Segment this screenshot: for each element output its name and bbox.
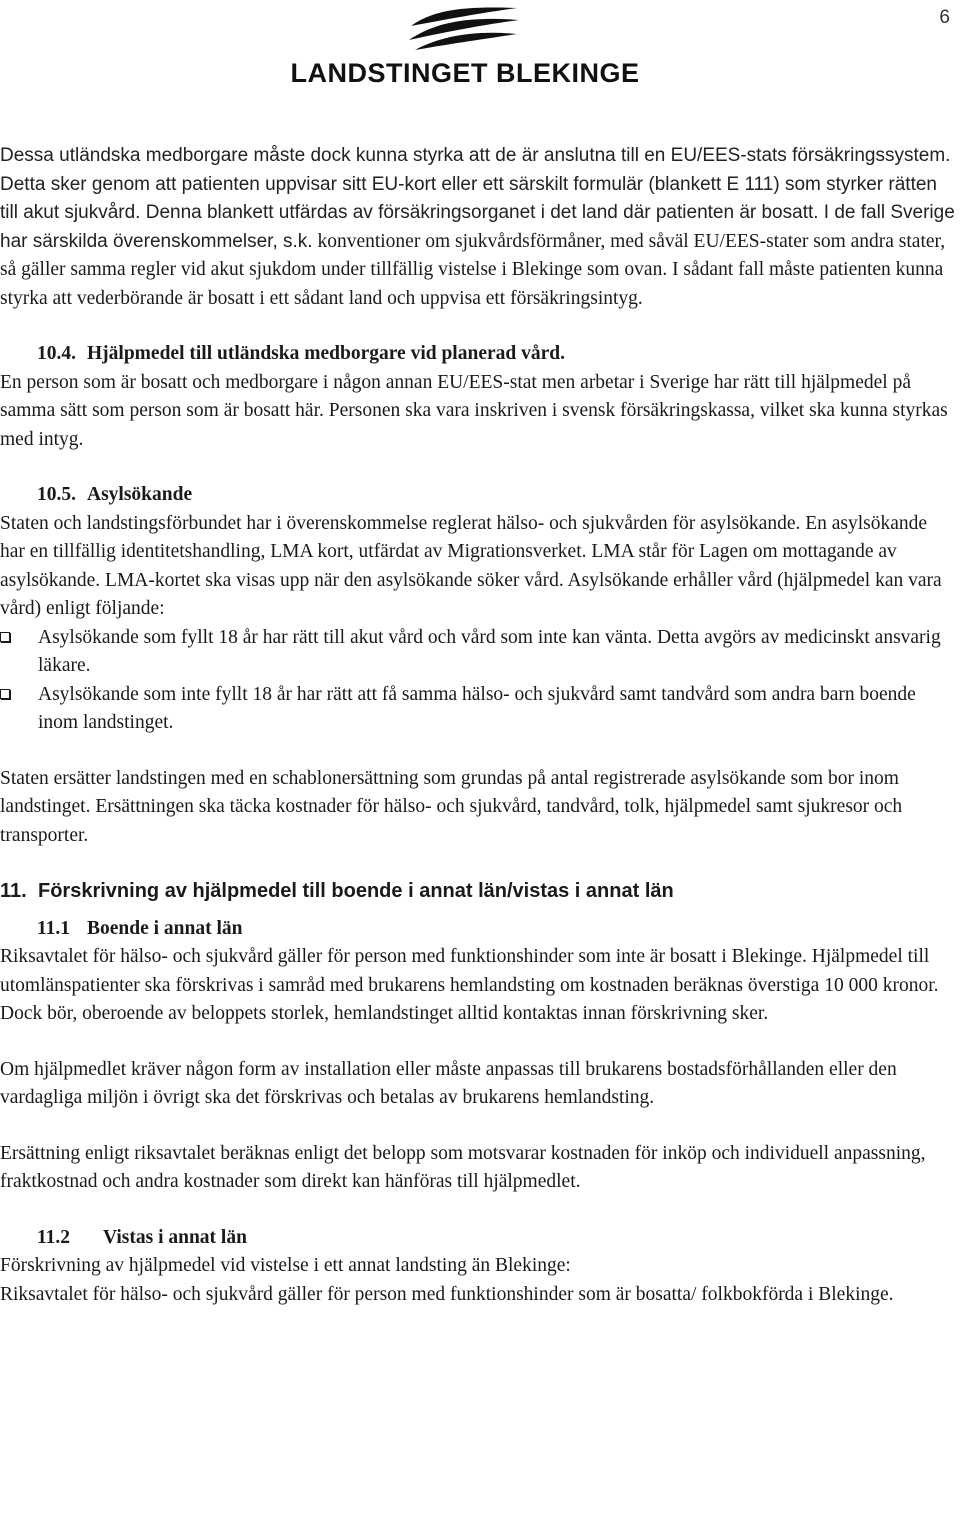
section-title: Asylsökande — [87, 484, 193, 505]
intro-sans-text: Dessa utländska medborgare måste dock kunna styrka att de är anslutna till en EU/EES-stats försäkringssystem. Detta sker genom att patienten uppvisar sitt EU-kort eller ett särskilt formulär (blankett E 111) som styrker rätten till akut sjukvård. Denna blankett utfärdas av försäkringsorganet i det land där patienten är bosatt. I de fall Sverige har särskilda överenskommelser, s.k. — [0, 145, 955, 252]
section-number: 10.5. — [37, 484, 76, 505]
intro-paragraph — [0, 142, 955, 313]
intro-serif-text: konventioner om sjukvårdsförmåner, med såväl EU/EES-stater som andra stater, så gäller samma regler vid akut sjukdom under tillfällig vistelse i Blekinge som ovan. I sådant fall måste patienten kunna styrka att vederbörande är bosatt i ett sådant land och uppvisa ett försäkringsintyg. — [0, 230, 946, 309]
page-number: 6 — [939, 7, 950, 28]
section-title: Boende i annat län — [87, 917, 243, 939]
section-number: 11.1 — [37, 917, 71, 939]
section-11-2-line-2: Riksavtalet för hälso- och sjukvård gäller för person med funktionshinder som är bosatta/ folkbokförda i Blekinge. — [0, 1283, 894, 1305]
section-title: Vistas i annat län — [103, 1226, 247, 1248]
list-item — [0, 681, 955, 738]
section-10-4-heading — [0, 340, 955, 369]
section-11-1-heading — [0, 915, 955, 944]
section-11-heading — [0, 877, 955, 906]
section-11-2-heading — [0, 1224, 955, 1253]
section-11-1-paragraph-2: Om hjälpmedlet kräver någon form av installation eller måste anpassas till brukarens bostadsförhållanden eller den vardagliga miljön i övrigt ska det förskrivas och betalas av brukarens hemlandsting. — [0, 1058, 897, 1108]
checkbox-bullet-icon — [0, 632, 10, 642]
section-11-1-paragraph-3: Ersättning enligt riksavtalet beräknas enligt det belopp som motsvarar kostnaden för inköp och individuell anpassning, fraktkostnad och andra kostnader som direkt kan hänföras till hjälpmedlet. — [0, 1142, 926, 1192]
header-logo — [280, 4, 650, 92]
wave-logo-icon — [405, 4, 525, 52]
logo-wordmark: LANDSTINGET BLEKINGE — [290, 58, 640, 88]
section-title: Hjälpmedel till utländska medborgare vid planerad vård. — [87, 343, 565, 364]
list-item — [0, 624, 955, 681]
list-item-text: Asylsökande som fyllt 18 år har rätt till akut vård och vård som inte kan vänta. Detta avgörs av medicinskt ansvarig läkare. — [38, 626, 941, 676]
asylum-bullet-list — [0, 624, 955, 738]
section-title: Förskrivning av hjälpmedel till boende i annat län/vistas i annat län — [38, 880, 674, 902]
document-body — [0, 142, 955, 1309]
section-10-5-after: Staten ersätter landstingen med en schablonersättning som grundas på antal registrerade asylsökande som bor inom landstinget. Ersättningen ska täcka kostnader för hälso- och sjukvård, tandvård, tolk, hjälpmedel samt sjukresor och transporter. — [0, 767, 903, 846]
section-number: 10.4. — [37, 343, 76, 364]
section-10-5-body: Staten och landstingsförbundet har i överenskommelse reglerat hälso- och sjukvården för asylsökande. En asylsökande har en tillfällig identitetshandling, LMA kort, utfärdat av Migrationsverket. LMA står för Lagen om mottagande av asylsökande. LMA-kortet ska visas upp när den asylsökande söker vård. Asylsökande erhåller vård (hjälpmedel kan vara vård) enligt följande: — [0, 512, 942, 619]
list-item-text: Asylsökande som inte fyllt 18 år har rätt att få samma hälso- och sjukvård samt tandvård som andra barn boende inom landstinget. — [38, 683, 916, 733]
section-number: 11. — [0, 880, 27, 902]
checkbox-bullet-icon — [0, 689, 10, 699]
section-11-1-paragraph-1: Riksavtalet för hälso- och sjukvård gäller för person med funktionshinder som inte är bosatt i Blekinge. Hjälpmedel till utomlänspatienter ska förskrivas i samråd med brukarens hemlandsting om kostnaden beräknas överstiga 10 000 kronor. Dock bör, oberoende av beloppets storlek, hemlandstinget alltid kontaktas innan förskrivning sker. — [0, 946, 939, 1024]
section-10-5-heading — [0, 481, 955, 510]
section-10-4-body: En person som är bosatt och medborgare i någon annan EU/EES-stat men arbetar i Sverige har rätt till hjälpmedel på samma sätt som person som är bosatt här. Personen ska vara inskriven i svensk försäkringskassa, vilket ska kunna styrkas med intyg. — [0, 371, 948, 450]
section-number: 11.2 — [37, 1226, 71, 1248]
section-11-2-line-1: Förskrivning av hjälpmedel vid vistelse i ett annat landsting än Blekinge: — [0, 1255, 571, 1276]
